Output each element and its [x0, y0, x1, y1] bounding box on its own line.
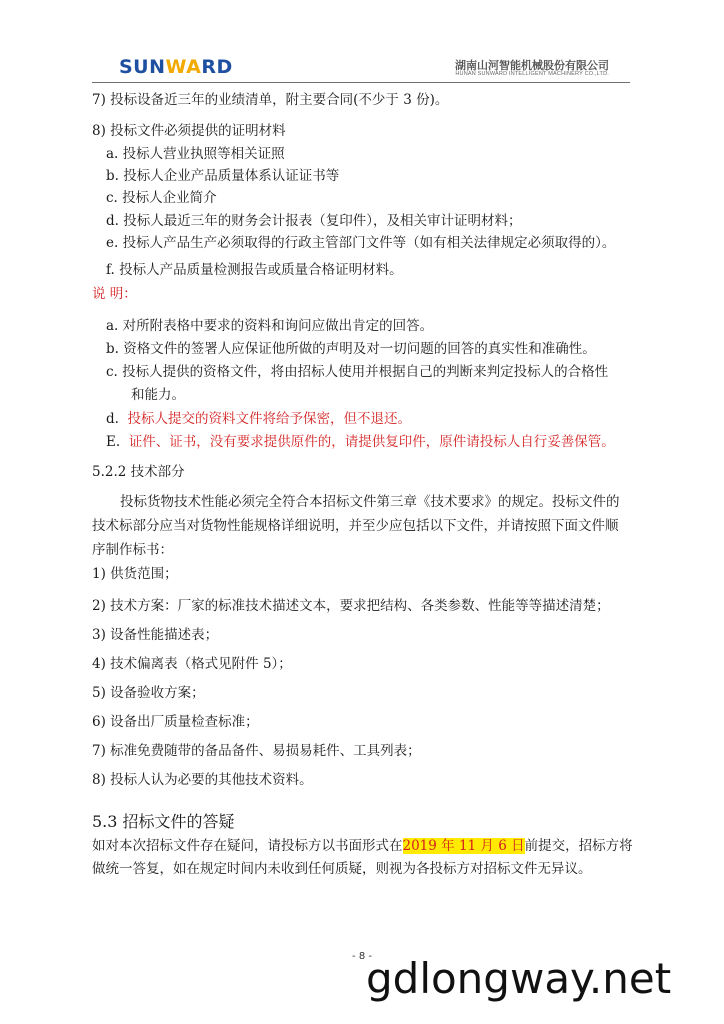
- item-7: 7) 投标设备近三年的业绩清单，附主要合同(不少于 3 份)。: [92, 92, 449, 108]
- qa-line1-pre: 如对本次招标文件存在疑问，请投标方以书面形式在: [92, 838, 403, 854]
- item-8f: f. 投标人产品质量检测报告或质量合格证明材料。: [106, 262, 403, 278]
- sunward-logo: [119, 56, 233, 78]
- tech-list-item-5: 5) 设备验收方案；: [92, 685, 205, 701]
- tech-list-item-8: 8) 投标人认为必要的其他技术资料。: [92, 772, 313, 788]
- note-b: b. 资格文件的签署人应保证他所做的声明及对一切问题的回答的真实性和准确性。: [106, 341, 596, 357]
- header-rule: [92, 82, 630, 83]
- qa-line2: 做统一答复，如在规定时间内未收到任何质疑，则视为各投标方对招标文件无异议。: [92, 861, 592, 877]
- logo-wa: WA: [165, 56, 202, 78]
- note-a: a. 对所附表格中要求的资料和询问应做出肯定的回答。: [106, 318, 434, 334]
- qa-heading: 5.3 招标文件的答疑: [92, 812, 235, 831]
- notes-title: 说 明：: [92, 286, 137, 302]
- item-8e: e. 投标人产品生产必须取得的行政主管部门文件等（如有相关法律规定必须取得的）。: [106, 235, 616, 251]
- logo-rd: RD: [201, 56, 233, 78]
- tech-list-item-3: 3) 设备性能描述表；: [92, 627, 219, 643]
- note-d-marker: d.: [106, 411, 119, 427]
- company-name-en: HUNAN SUNWARD INTELLIGENT MACHINERY CO.,LTD.: [455, 71, 609, 77]
- deadline-date-highlight: 2019 年 11 月 6 日: [402, 838, 525, 854]
- tech-list-item-7: 7) 标准免费随带的备品备件、易损易耗件、工具列表；: [92, 743, 421, 759]
- watermark-text: gdlongway.net: [366, 954, 672, 1003]
- page-number: - 8 -: [352, 951, 372, 962]
- qa-line1: [92, 837, 633, 855]
- qa-line1-post: 前提交，招标方将: [524, 838, 633, 854]
- page-header: [0, 0, 724, 90]
- tech-para-line2: 技术标部分应当对货物性能规格详细说明，并至少应包括以下文件，并请按照下面文件顺: [92, 518, 619, 534]
- tech-heading: 5.2.2 技术部分: [92, 464, 185, 480]
- note-d: [106, 410, 411, 428]
- tech-list-item-6: 6) 设备出厂质量检查标准；: [92, 714, 259, 730]
- logo-sun: SUN: [119, 56, 166, 78]
- tech-para-line1: 投标货物技术性能必须完全符合本招标文件第三章《技术要求》的规定。投标文件的: [120, 494, 620, 510]
- tech-list-item-4: 4) 技术偏离表（格式见附件 5）；: [92, 656, 292, 672]
- note-e-text: 证件、证书，没有要求提供原件的，请提供复印件，原件请投标人自行妥善保管。: [128, 434, 615, 450]
- note-e: [106, 433, 615, 451]
- item-8: 8) 投标文件必须提供的证明材料: [92, 123, 286, 139]
- item-8a: a. 投标人营业执照等相关证照: [106, 146, 285, 162]
- company-name-cn: 湖南山河智能机械股份有限公司: [455, 59, 609, 72]
- tech-list-item-2: 2) 技术方案：厂家的标准技术描述文本，要求把结构、各类参数、性能等等描述清楚；: [92, 598, 610, 614]
- item-8d: d. 投标人最近三年的财务会计报表（复印件），及相关审计证明材料；: [106, 213, 522, 229]
- note-e-marker: E.: [106, 434, 121, 450]
- note-c-line2: 和能力。: [131, 387, 185, 403]
- note-c-line1: c. 投标人提供的资格文件，将由招标人使用并根据自己的判断来判定投标人的合格性: [106, 364, 609, 380]
- item-8c: c. 投标人企业简介: [106, 190, 217, 206]
- note-d-text: 投标人提交的资料文件将给予保密，但不退还。: [127, 411, 412, 427]
- tech-list-item-1: 1) 供货范围；: [92, 566, 178, 582]
- item-8b: b. 投标人企业产品质量体系认证证书等: [106, 168, 340, 184]
- tech-para-line3: 序制作标书：: [92, 542, 173, 558]
